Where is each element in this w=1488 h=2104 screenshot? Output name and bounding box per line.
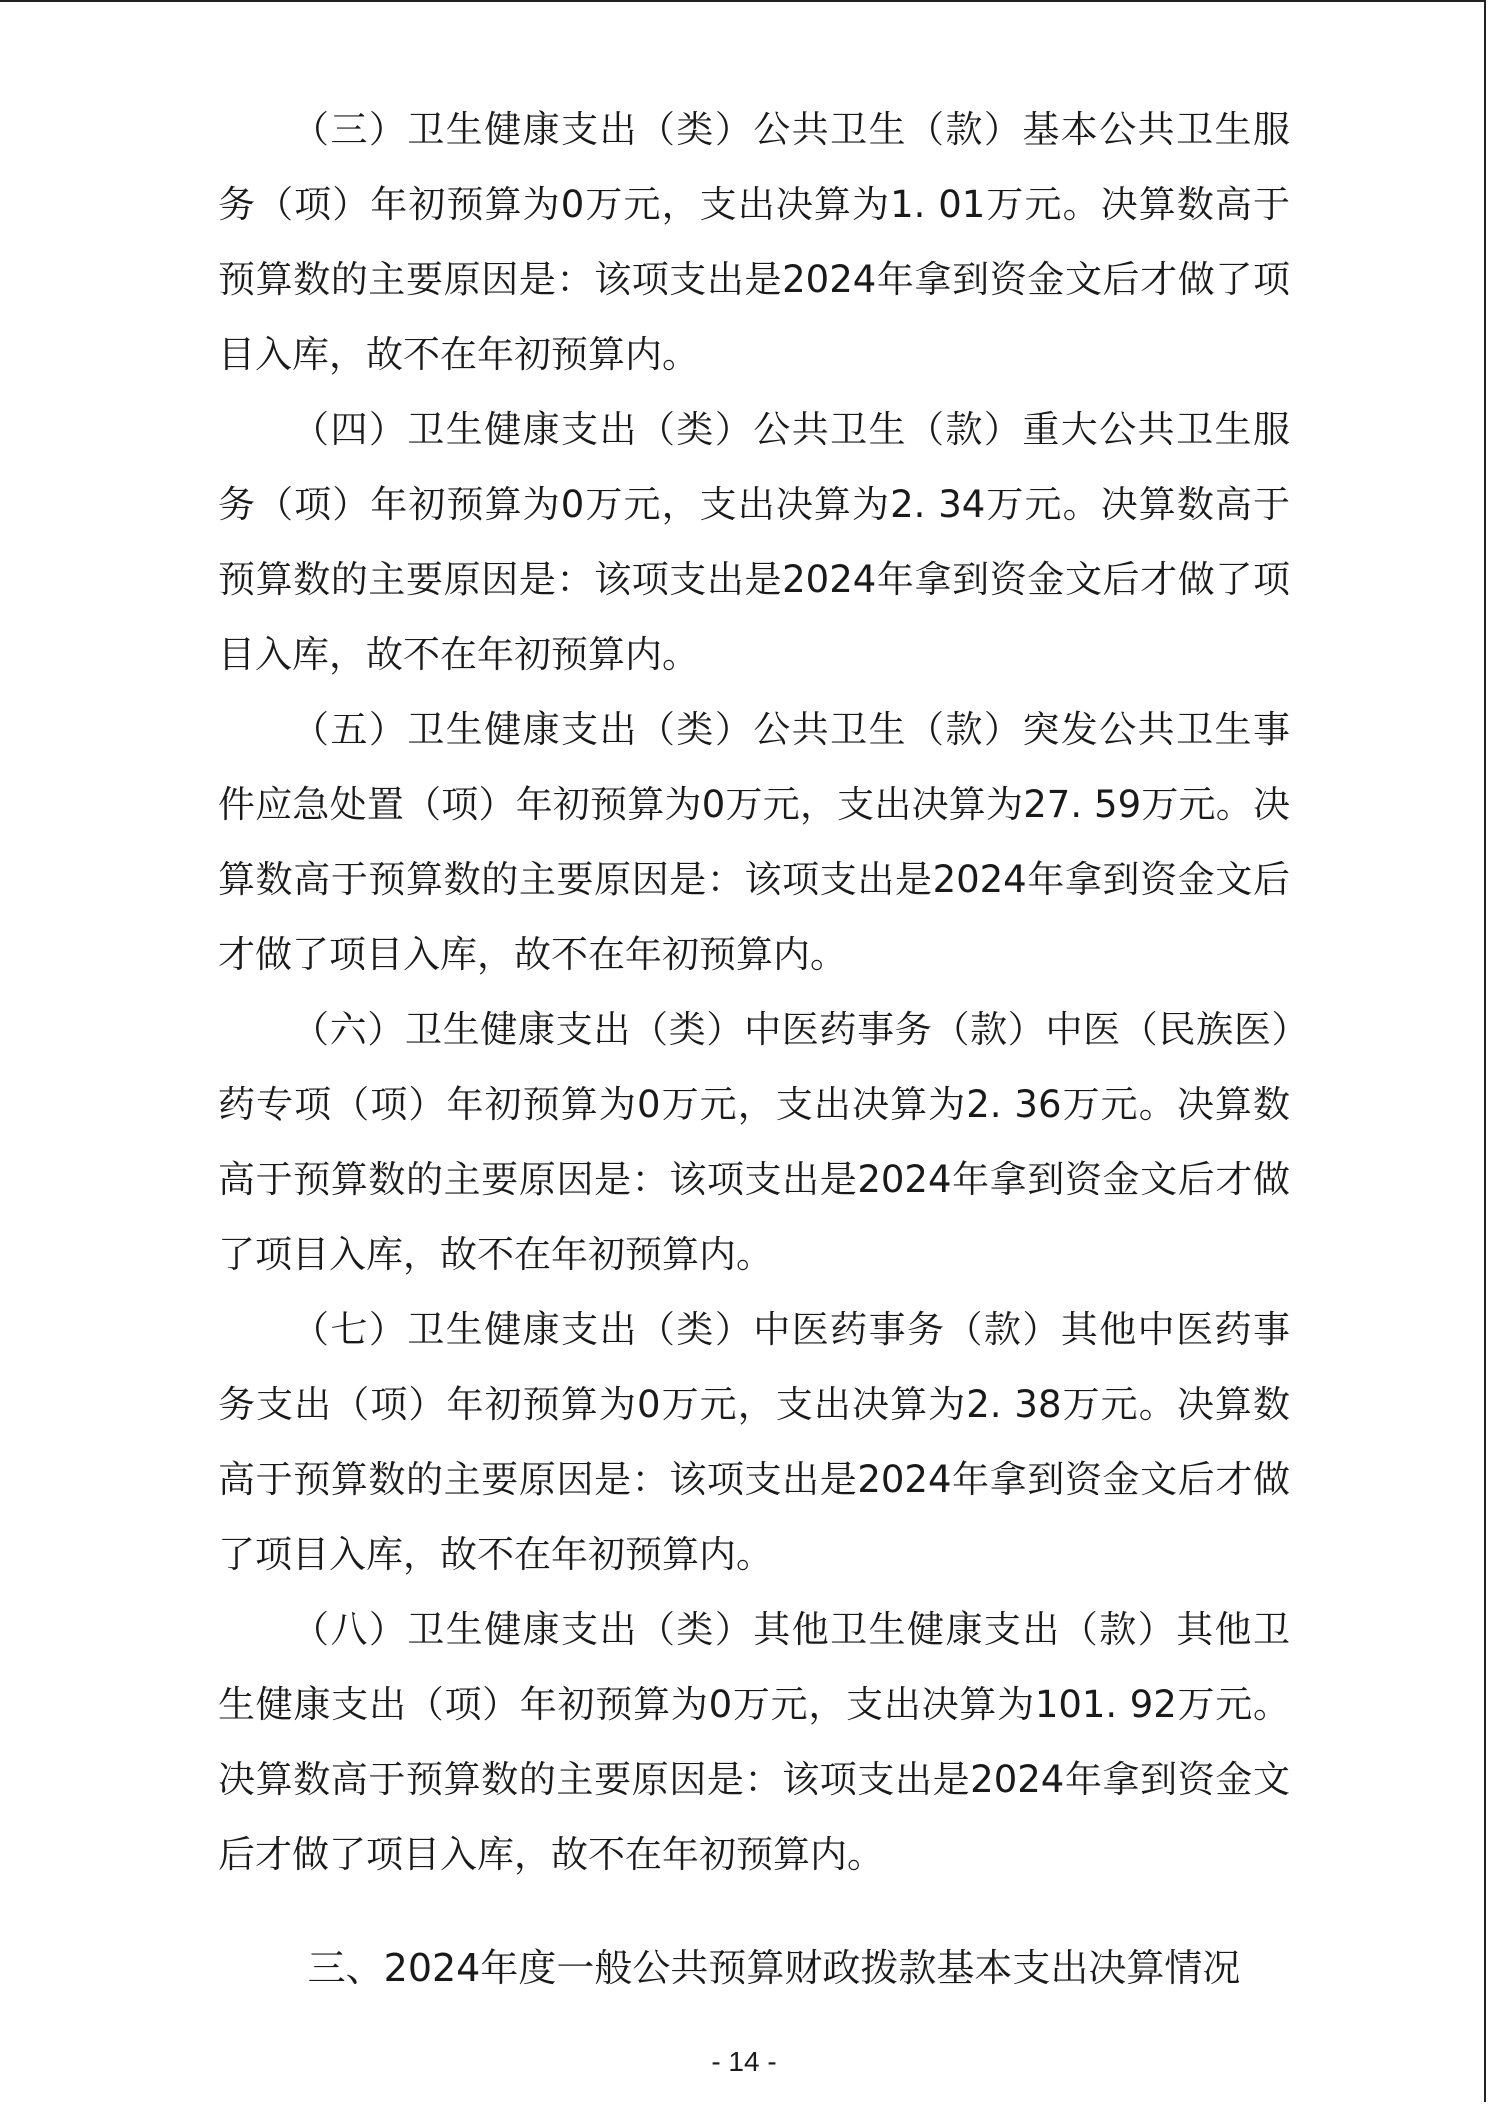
section-heading: 三、2024年度一般公共预算财政拨款基本支出决算情况	[307, 1946, 1241, 1990]
paragraph-6: （六）卫生健康支出（类）中医药事务（款）中医（民族医）药专项（项）年初预算为0万元，支出决算为2. 36万元。决算数高于预算数的主要原因是：该项支出是2024年拿到资金文后才做了项目入库，故不在年初预算内。	[218, 1008, 1290, 1276]
page-number: - 14 -	[711, 2046, 777, 2077]
paragraph-4: （四）卫生健康支出（类）公共卫生（款）重大公共卫生服务（项）年初预算为0万元，支出决算为2. 34万元。决算数高于预算数的主要原因是：该项支出是2024年拿到资金文后才做了项目入库，故不在年初预算内。	[218, 408, 1290, 676]
paragraph-5: （五）卫生健康支出（类）公共卫生（款）突发公共卫生事件应急处置（项）年初预算为0万元，支出决算为27. 59万元。决算数高于预算数的主要原因是：该项支出是2024年拿到资金文后才做了项目入库，故不在年初预算内。	[218, 708, 1290, 976]
paragraph-7: （七）卫生健康支出（类）中医药事务（款）其他中医药事务支出（项）年初预算为0万元，支出决算为2. 38万元。决算数高于预算数的主要原因是：该项支出是2024年拿到资金文后才做了项目入库，故不在年初预算内。	[218, 1308, 1290, 1576]
paragraph-8: （八）卫生健康支出（类）其他卫生健康支出（款）其他卫生健康支出（项）年初预算为0万元，支出决算为101. 92万元。决算数高于预算数的主要原因是：该项支出是2024年拿到资金文后才做了项目入库，故不在年初预算内。	[218, 1608, 1290, 1876]
paragraph-3: （三）卫生健康支出（类）公共卫生（款）基本公共卫生服务（项）年初预算为0万元，支出决算为1. 01万元。决算数高于预算数的主要原因是：该项支出是2024年拿到资金文后才做了项目入库，故不在年初预算内。	[218, 108, 1290, 376]
document-body	[218, 92, 1290, 1892]
